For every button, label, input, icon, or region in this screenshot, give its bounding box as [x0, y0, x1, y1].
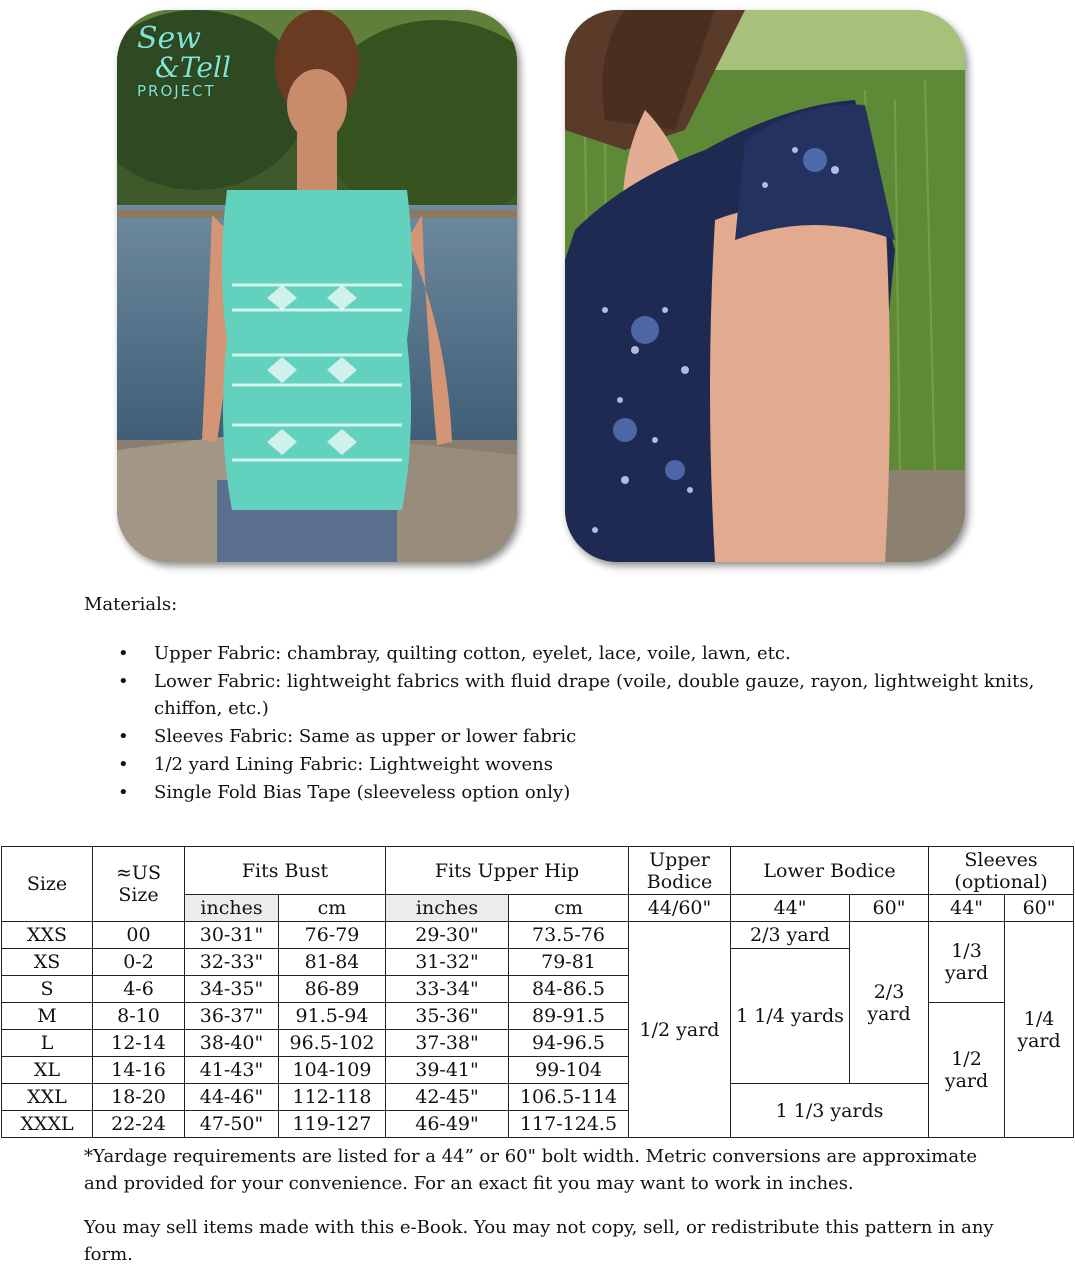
cell-bust-in: 32-33"	[185, 949, 279, 976]
materials-item: • Sleeves Fabric: Same as upper or lower fabric	[154, 723, 1054, 750]
header-sleeves-44: 44"	[929, 895, 1005, 922]
header-fits-bust: Fits Bust	[185, 847, 386, 895]
cell-hip-in: 33-34"	[386, 976, 509, 1003]
cell-lower-xxl-xxxl: 1 1/3 yards	[731, 1084, 929, 1138]
sew-and-tell-logo	[137, 21, 231, 100]
cell-size: XS	[2, 949, 93, 976]
table-row	[2, 1084, 1074, 1111]
cell-hip-in: 37-38"	[386, 1030, 509, 1057]
header-sleeves: Sleeves (optional)	[929, 847, 1074, 895]
cell-hip-cm: 73.5-76	[509, 922, 629, 949]
cell-hip-cm: 89-91.5	[509, 1003, 629, 1030]
yardage-note: *Yardage requirements are listed for a 44” or 60" bolt width. Metric conversions are approximate and provided for your convenience. For an exact fit you may want to work in inches.	[84, 1146, 977, 1194]
cell-hip-cm: 99-104	[509, 1057, 629, 1084]
header-upper-bodice-width: 44/60"	[629, 895, 731, 922]
cell-bust-cm: 119-127	[279, 1111, 386, 1138]
cell-size: S	[2, 976, 93, 1003]
materials-item: • 1/2 yard Lining Fabric: Lightweight wovens	[154, 751, 1054, 778]
cell-hip-cm: 94-96.5	[509, 1030, 629, 1057]
cell-us-size: 8-10	[93, 1003, 185, 1030]
header-us-size: ≈US Size	[93, 847, 185, 922]
cell-hip-in: 46-49"	[386, 1111, 509, 1138]
header-hip-inches: inches	[386, 895, 509, 922]
size-chart-table	[1, 846, 1074, 1138]
header-size: Size	[2, 847, 93, 922]
photo-back-view	[117, 10, 517, 562]
header-fits-upper-hip: Fits Upper Hip	[386, 847, 629, 895]
header-bust-cm: cm	[279, 895, 386, 922]
cell-size: L	[2, 1030, 93, 1057]
cell-bust-cm: 104-109	[279, 1057, 386, 1084]
cell-hip-cm: 84-86.5	[509, 976, 629, 1003]
cell-hip-in: 31-32"	[386, 949, 509, 976]
cell-us-size: 22-24	[93, 1111, 185, 1138]
cell-bust-in: 47-50"	[185, 1111, 279, 1138]
cell-bust-in: 30-31"	[185, 922, 279, 949]
cell-bust-cm: 96.5-102	[279, 1030, 386, 1057]
cell-hip-in: 29-30"	[386, 922, 509, 949]
cell-bust-cm: 81-84	[279, 949, 386, 976]
cell-upper-bodice-yardage: 1/2 yard	[629, 922, 731, 1138]
header-sleeves-60: 60"	[1005, 895, 1074, 922]
license-text: You may sell items made with this e-Book. You may not copy, sell, or redistribute this pattern in any form.	[84, 1217, 994, 1265]
materials-item: • Single Fold Bias Tape (sleeveless option only)	[154, 779, 1054, 806]
photo-side-view	[565, 10, 965, 562]
cell-lower-44-xxs: 2/3 yard	[731, 922, 850, 949]
cell-sleeves-44-xxs-s: 1/3 yard	[929, 922, 1005, 1003]
cell-us-size: 4-6	[93, 976, 185, 1003]
cell-hip-in: 35-36"	[386, 1003, 509, 1030]
cell-bust-in: 44-46"	[185, 1084, 279, 1111]
materials-item: • Lower Fabric: lightweight fabrics with fluid drape (voile, double gauze, rayon, lightweight knits, chiffon, etc.)	[154, 668, 1054, 722]
cell-size: XXXL	[2, 1111, 93, 1138]
cell-sleeves-60: 1/4 yard	[1005, 922, 1074, 1138]
cell-lower-44-xs-xl: 1 1/4 yards	[731, 949, 850, 1084]
cell-bust-in: 38-40"	[185, 1030, 279, 1057]
header-hip-cm: cm	[509, 895, 629, 922]
logo-line-1: Sew	[137, 21, 201, 56]
cell-size: XXL	[2, 1084, 93, 1111]
logo-line-3: PROJECT	[137, 82, 216, 100]
cell-us-size: 00	[93, 922, 185, 949]
cell-us-size: 18-20	[93, 1084, 185, 1111]
cell-bust-cm: 76-79	[279, 922, 386, 949]
cell-lower-60-xxs-xl: 2/3 yard	[850, 922, 929, 1084]
cell-hip-in: 39-41"	[386, 1057, 509, 1084]
cell-bust-cm: 91.5-94	[279, 1003, 386, 1030]
materials-heading: Materials:	[84, 594, 178, 615]
cell-bust-in: 34-35"	[185, 976, 279, 1003]
cell-bust-in: 41-43"	[185, 1057, 279, 1084]
cell-size: XXS	[2, 922, 93, 949]
header-lower-60: 60"	[850, 895, 929, 922]
cell-bust-in: 36-37"	[185, 1003, 279, 1030]
cell-sleeves-44-m-xxxl: 1/2 yard	[929, 1003, 1005, 1138]
header-lower-bodice: Lower Bodice	[731, 847, 929, 895]
cell-hip-cm: 117-124.5	[509, 1111, 629, 1138]
cell-us-size: 0-2	[93, 949, 185, 976]
cell-bust-cm: 112-118	[279, 1084, 386, 1111]
cell-hip-cm: 106.5-114	[509, 1084, 629, 1111]
table-row	[2, 922, 1074, 949]
cell-hip-in: 42-45"	[386, 1084, 509, 1111]
cell-hip-cm: 79-81	[509, 949, 629, 976]
logo-line-2: &Tell	[155, 51, 231, 84]
cell-us-size: 14-16	[93, 1057, 185, 1084]
cell-bust-cm: 86-89	[279, 976, 386, 1003]
header-bust-inches: inches	[185, 895, 279, 922]
header-lower-44: 44"	[731, 895, 850, 922]
cell-size: M	[2, 1003, 93, 1030]
cell-us-size: 12-14	[93, 1030, 185, 1057]
header-upper-bodice: Upper Bodice	[629, 847, 731, 895]
materials-item: • Upper Fabric: chambray, quilting cotton, eyelet, lace, voile, lawn, etc.	[154, 640, 1054, 667]
materials-list	[84, 640, 1054, 807]
cell-size: XL	[2, 1057, 93, 1084]
photo-side-view-image	[565, 10, 965, 562]
